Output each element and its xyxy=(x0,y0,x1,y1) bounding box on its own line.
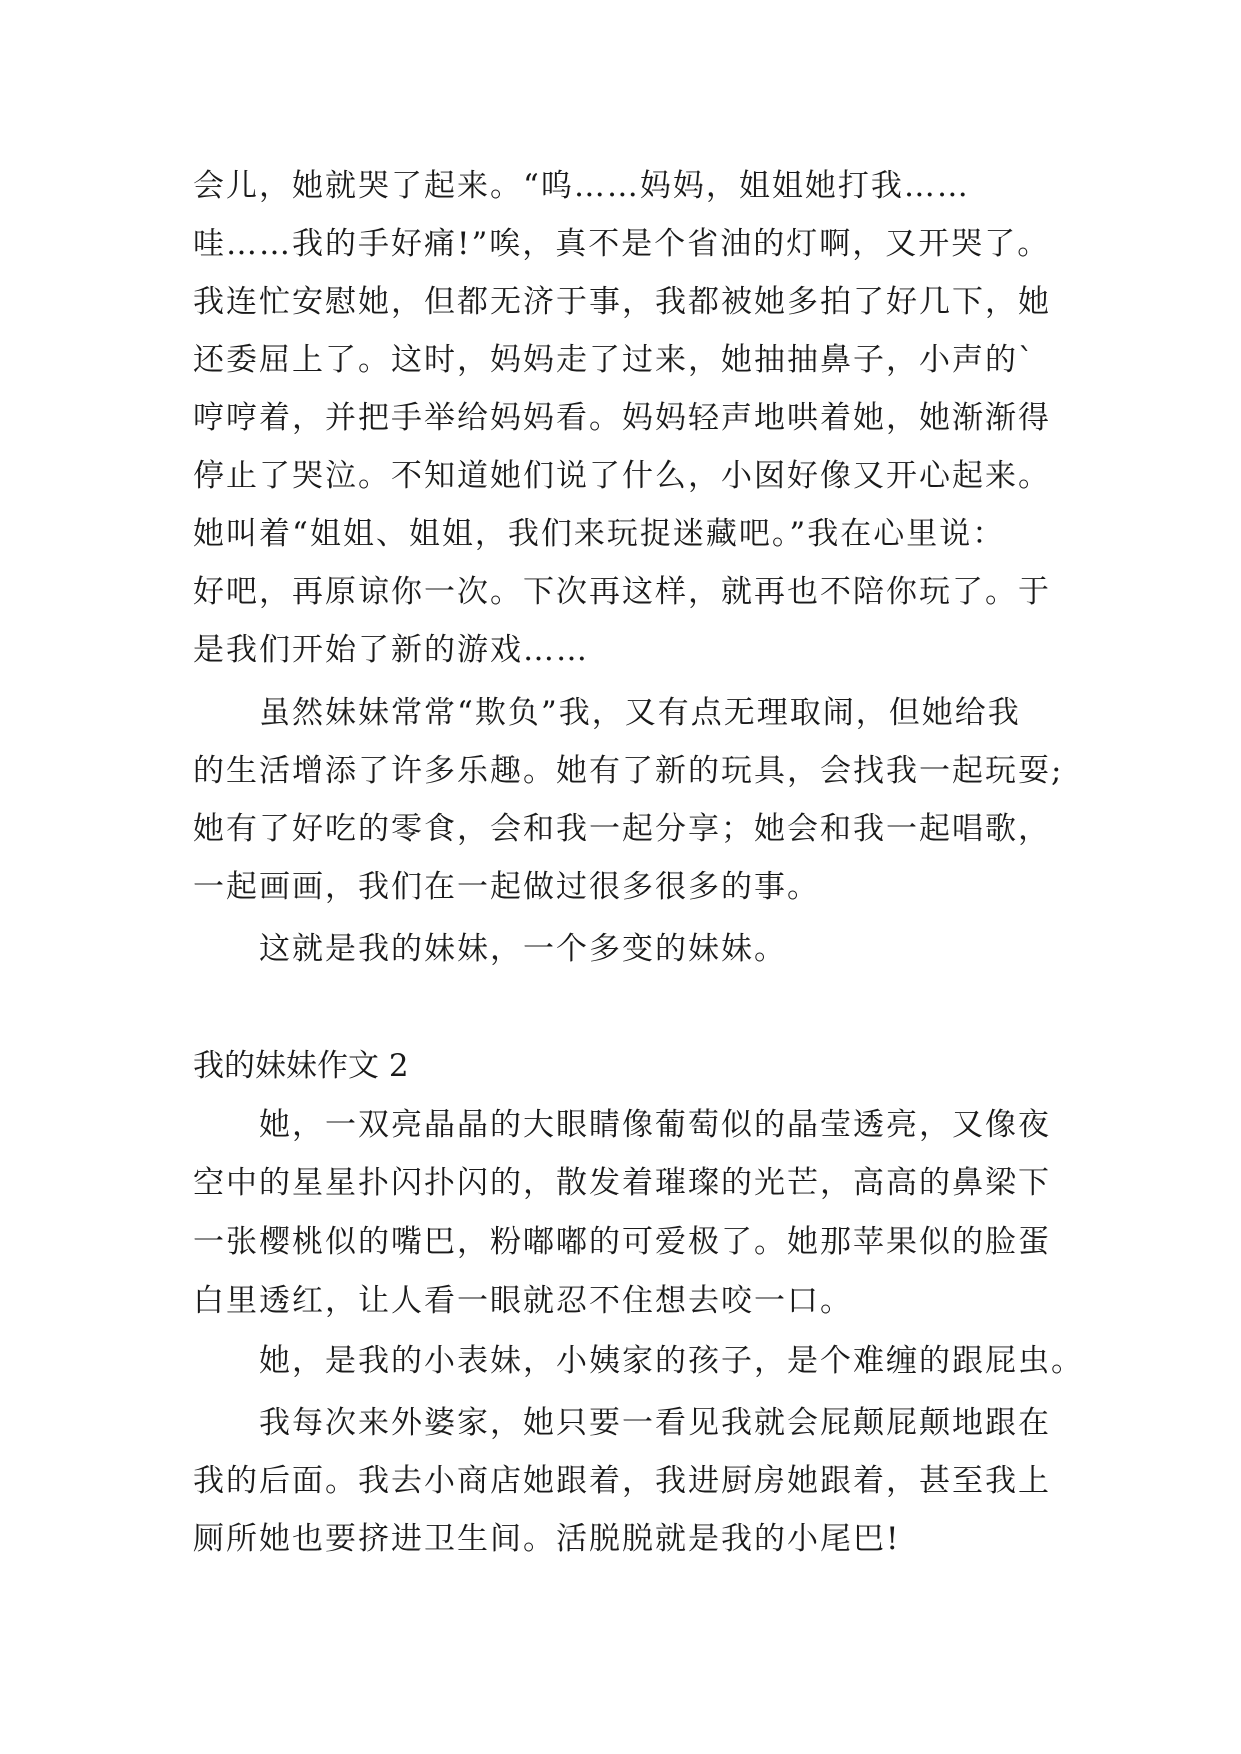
paragraph-line: 虽然妹妹常常“欺负”我，又有点无理取闹，但她给我 xyxy=(259,695,1021,731)
paragraph-line: 哼哼着，并把手举给妈妈看。妈妈轻声地哄着她，她渐渐得 xyxy=(193,400,1051,436)
paragraph-line: 还委屈上了。这时，妈妈走了过来，她抽抽鼻子，小声的` xyxy=(193,342,1036,378)
paragraph-line: 她叫着“姐姐、姐姐，我们来玩捉迷藏吧。”我在心里说： xyxy=(193,516,1006,552)
paragraph-line: 哇……我的手好痛!”唉，真不是个省油的灯啊，又开哭了。 xyxy=(193,226,1051,262)
paragraph-line: 停止了哭泣。不知道她们说了什么，小囡好像又开心起来。 xyxy=(193,458,1051,494)
paragraph-line: 这就是我的妹妹，一个多变的妹妹。 xyxy=(259,931,787,967)
paragraph-line: 她有了好吃的零食，会和我一起分享；她会和我一起唱歌， xyxy=(193,811,1051,847)
paragraph-line: 一张樱桃似的嘴巴，粉嘟嘟的可爱极了。她那苹果似的脸蛋 xyxy=(193,1224,1051,1260)
paragraph-line: 一起画画，我们在一起做过很多很多的事。 xyxy=(193,869,820,905)
paragraph-line: 的生活增添了许多乐趣。她有了新的玩具，会找我一起玩耍; xyxy=(193,753,1064,789)
paragraph-line: 是我们开始了新的游戏…… xyxy=(193,632,589,668)
paragraph-line: 她，是我的小表妹，小姨家的孩子，是个难缠的跟屁虫。 xyxy=(259,1343,1084,1379)
paragraph-line: 会儿，她就哭了起来。“呜……妈妈，姐姐她打我…… xyxy=(193,168,970,204)
paragraph-line: 空中的星星扑闪扑闪的，散发着璀璨的光芒，高高的鼻梁下 xyxy=(193,1165,1051,1201)
paragraph-line: 我的后面。我去小商店她跟着，我进厨房她跟着，甚至我上 xyxy=(193,1463,1051,1499)
paragraph-line: 白里透红，让人看一眼就忍不住想去咬一口。 xyxy=(193,1283,853,1319)
paragraph-line: 我连忙安慰她，但都无济于事，我都被她多拍了好几下，她 xyxy=(193,284,1051,320)
paragraph-line: 厕所她也要挤进卫生间。活脱脱就是我的小尾巴! xyxy=(193,1521,901,1557)
section-title: 我的妹妹作文 2 xyxy=(193,1048,409,1084)
paragraph-line: 我每次来外婆家，她只要一看见我就会屁颠屁颠地跟在 xyxy=(259,1405,1051,1441)
paragraph-line: 好吧，再原谅你一次。下次再这样，就再也不陪你玩了。于 xyxy=(193,574,1051,610)
paragraph-line: 她，一双亮晶晶的大眼睛像葡萄似的晶莹透亮，又像夜 xyxy=(259,1107,1051,1143)
